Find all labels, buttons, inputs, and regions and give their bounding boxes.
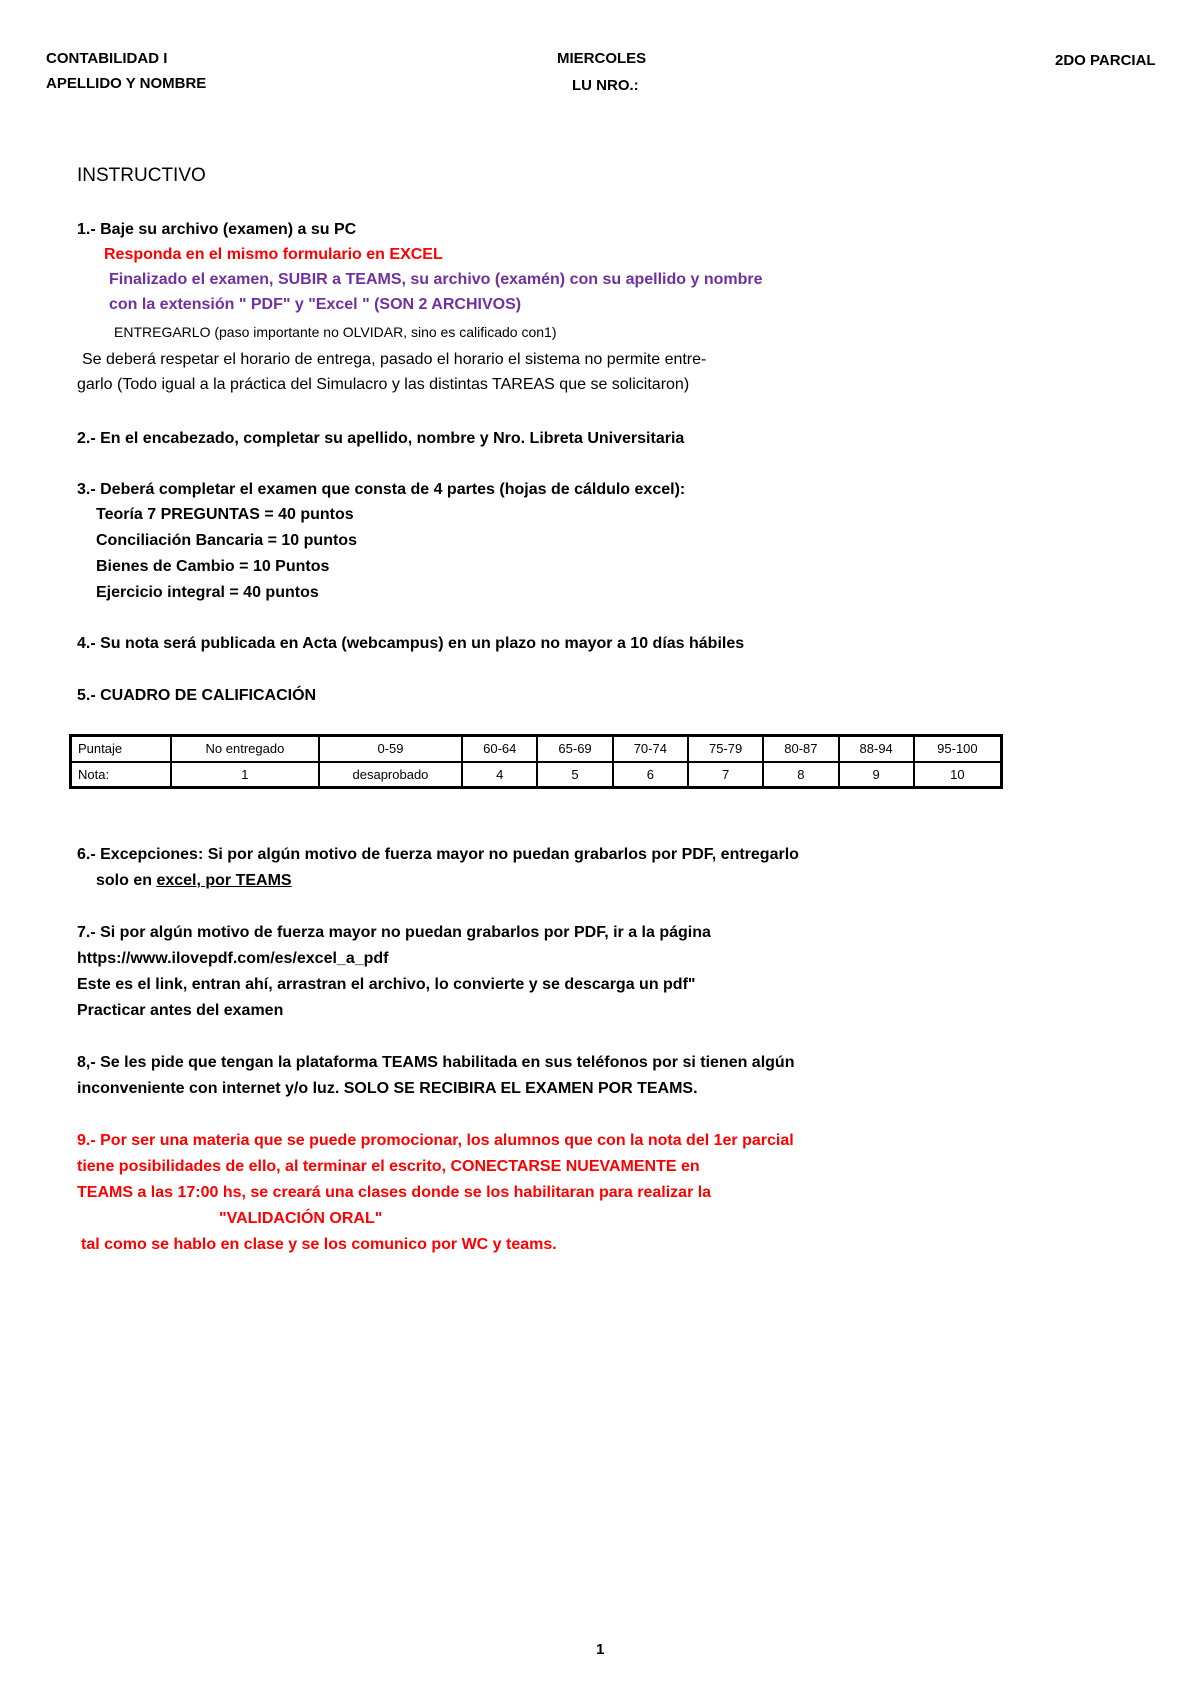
item3-line1: 3.- Deberá completar el examen que consta de 4 partes (hojas de cáldulo excel): xyxy=(77,481,686,498)
item6-line2-prefix: solo en xyxy=(96,872,157,889)
item1-line5: ENTREGARLO (paso importante no OLVIDAR, sino es calificado con1) xyxy=(114,324,557,340)
item6-line2 xyxy=(96,873,292,889)
item9-line2: tiene posibilidades de ello, al terminar el escrito, CONECTARSE NUEVAMENTE en xyxy=(77,1158,700,1175)
table-cell: Nota: xyxy=(71,762,172,788)
table-cell: desaprobado xyxy=(319,762,462,788)
item2: 2.- En el encabezado, completar su apellido, nombre y Nro. Libreta Universitaria xyxy=(77,430,685,447)
item9-line3: TEAMS a las 17:00 hs, se creará una clases donde se los habilitaran para realizar la xyxy=(77,1184,712,1201)
table-cell: 88-94 xyxy=(839,736,914,762)
item1-line7: garlo (Todo igual a la práctica del Simulacro y las distintas TAREAS que se solicitaron) xyxy=(77,376,690,393)
item7-line4: Practicar antes del examen xyxy=(77,1002,284,1019)
item8-line1: 8,- Se les pide que tengan la plataforma TEAMS habilitada en sus teléfonos por si tienen algún xyxy=(77,1054,795,1071)
page-number: 1 xyxy=(596,1641,605,1658)
table-cell: 0-59 xyxy=(319,736,462,762)
item3-part: Bienes de Cambio = 10 Puntos xyxy=(96,558,330,575)
student-name-label: APELLIDO Y NOMBRE xyxy=(46,75,207,92)
table-cell: 80-87 xyxy=(763,736,838,762)
item3-part: Ejercicio integral = 40 puntos xyxy=(96,584,319,601)
lu-number-label: LU NRO.: xyxy=(572,77,639,94)
grade-table xyxy=(69,734,1003,789)
item1-line2: Responda en el mismo formulario en EXCEL xyxy=(104,246,443,263)
item9-line1: 9.- Por ser una materia que se puede promocionar, los alumnos que con la nota del 1er parcial xyxy=(77,1132,794,1149)
page-title: INSTRUCTIVO xyxy=(77,165,206,186)
table-cell: 70-74 xyxy=(613,736,688,762)
item8-line2: inconveniente con internet y/o luz. SOLO SE RECIBIRA EL EXAMEN POR TEAMS. xyxy=(77,1080,698,1097)
day-label: MIERCOLES xyxy=(557,50,647,67)
table-cell: 60-64 xyxy=(462,736,537,762)
item1-line6: Se deberá respetar el horario de entrega, pasado el horario el sistema no permite entre- xyxy=(82,351,707,368)
item7-link: https://www.ilovepdf.com/es/excel_a_pdf xyxy=(77,950,389,967)
table-cell: 7 xyxy=(688,762,763,788)
item4: 4.- Su nota será publicada en Acta (webcampus) en un plazo no mayor a 10 días hábiles xyxy=(77,635,745,652)
table-cell: 10 xyxy=(914,762,1002,788)
item3-part: Teoría 7 PREGUNTAS = 40 puntos xyxy=(96,506,354,523)
table-cell: 65-69 xyxy=(537,736,612,762)
table-cell: 4 xyxy=(462,762,537,788)
item1-line1: 1.- Baje su archivo (examen) a su PC xyxy=(77,221,357,238)
item9-line5: tal como se hablo en clase y se los comunico por WC y teams. xyxy=(81,1236,557,1253)
table-cell: 75-79 xyxy=(688,736,763,762)
subject-label: CONTABILIDAD I xyxy=(46,50,168,67)
table-cell: 9 xyxy=(839,762,914,788)
table-cell: 95-100 xyxy=(914,736,1002,762)
item6-line2-underlined: excel, por TEAMS xyxy=(156,872,292,889)
item7-line3: Este es el link, entran ahí, arrastran el archivo, lo convierte y se descarga un pdf" xyxy=(77,976,696,993)
table-cell: 5 xyxy=(537,762,612,788)
item3-part: Conciliación Bancaria = 10 puntos xyxy=(96,532,357,549)
table-cell: No entregado xyxy=(171,736,319,762)
item9-line4: "VALIDACIÓN ORAL" xyxy=(219,1210,383,1227)
item6-line1: 6.- Excepciones: Si por algún motivo de fuerza mayor no puedan grabarlos por PDF, entregarlo xyxy=(77,846,799,863)
table-cell: 6 xyxy=(613,762,688,788)
item7-line1: 7.- Si por algún motivo de fuerza mayor no puedan grabarlos por PDF, ir a la página xyxy=(77,924,711,941)
table-cell: 8 xyxy=(763,762,838,788)
table-row xyxy=(71,762,1002,788)
table-cell: Puntaje xyxy=(71,736,172,762)
exam-label: 2DO PARCIAL xyxy=(1055,52,1156,69)
item1-line3: Finalizado el examen, SUBIR a TEAMS, su archivo (examén) con su apellido y nombre xyxy=(109,271,763,288)
table-row xyxy=(71,736,1002,762)
item1-line4: con la extensión " PDF" y "Excel " (SON 2 ARCHIVOS) xyxy=(109,296,522,313)
table-cell: 1 xyxy=(171,762,319,788)
item5: 5.- CUADRO DE CALIFICACIÓN xyxy=(77,687,317,704)
